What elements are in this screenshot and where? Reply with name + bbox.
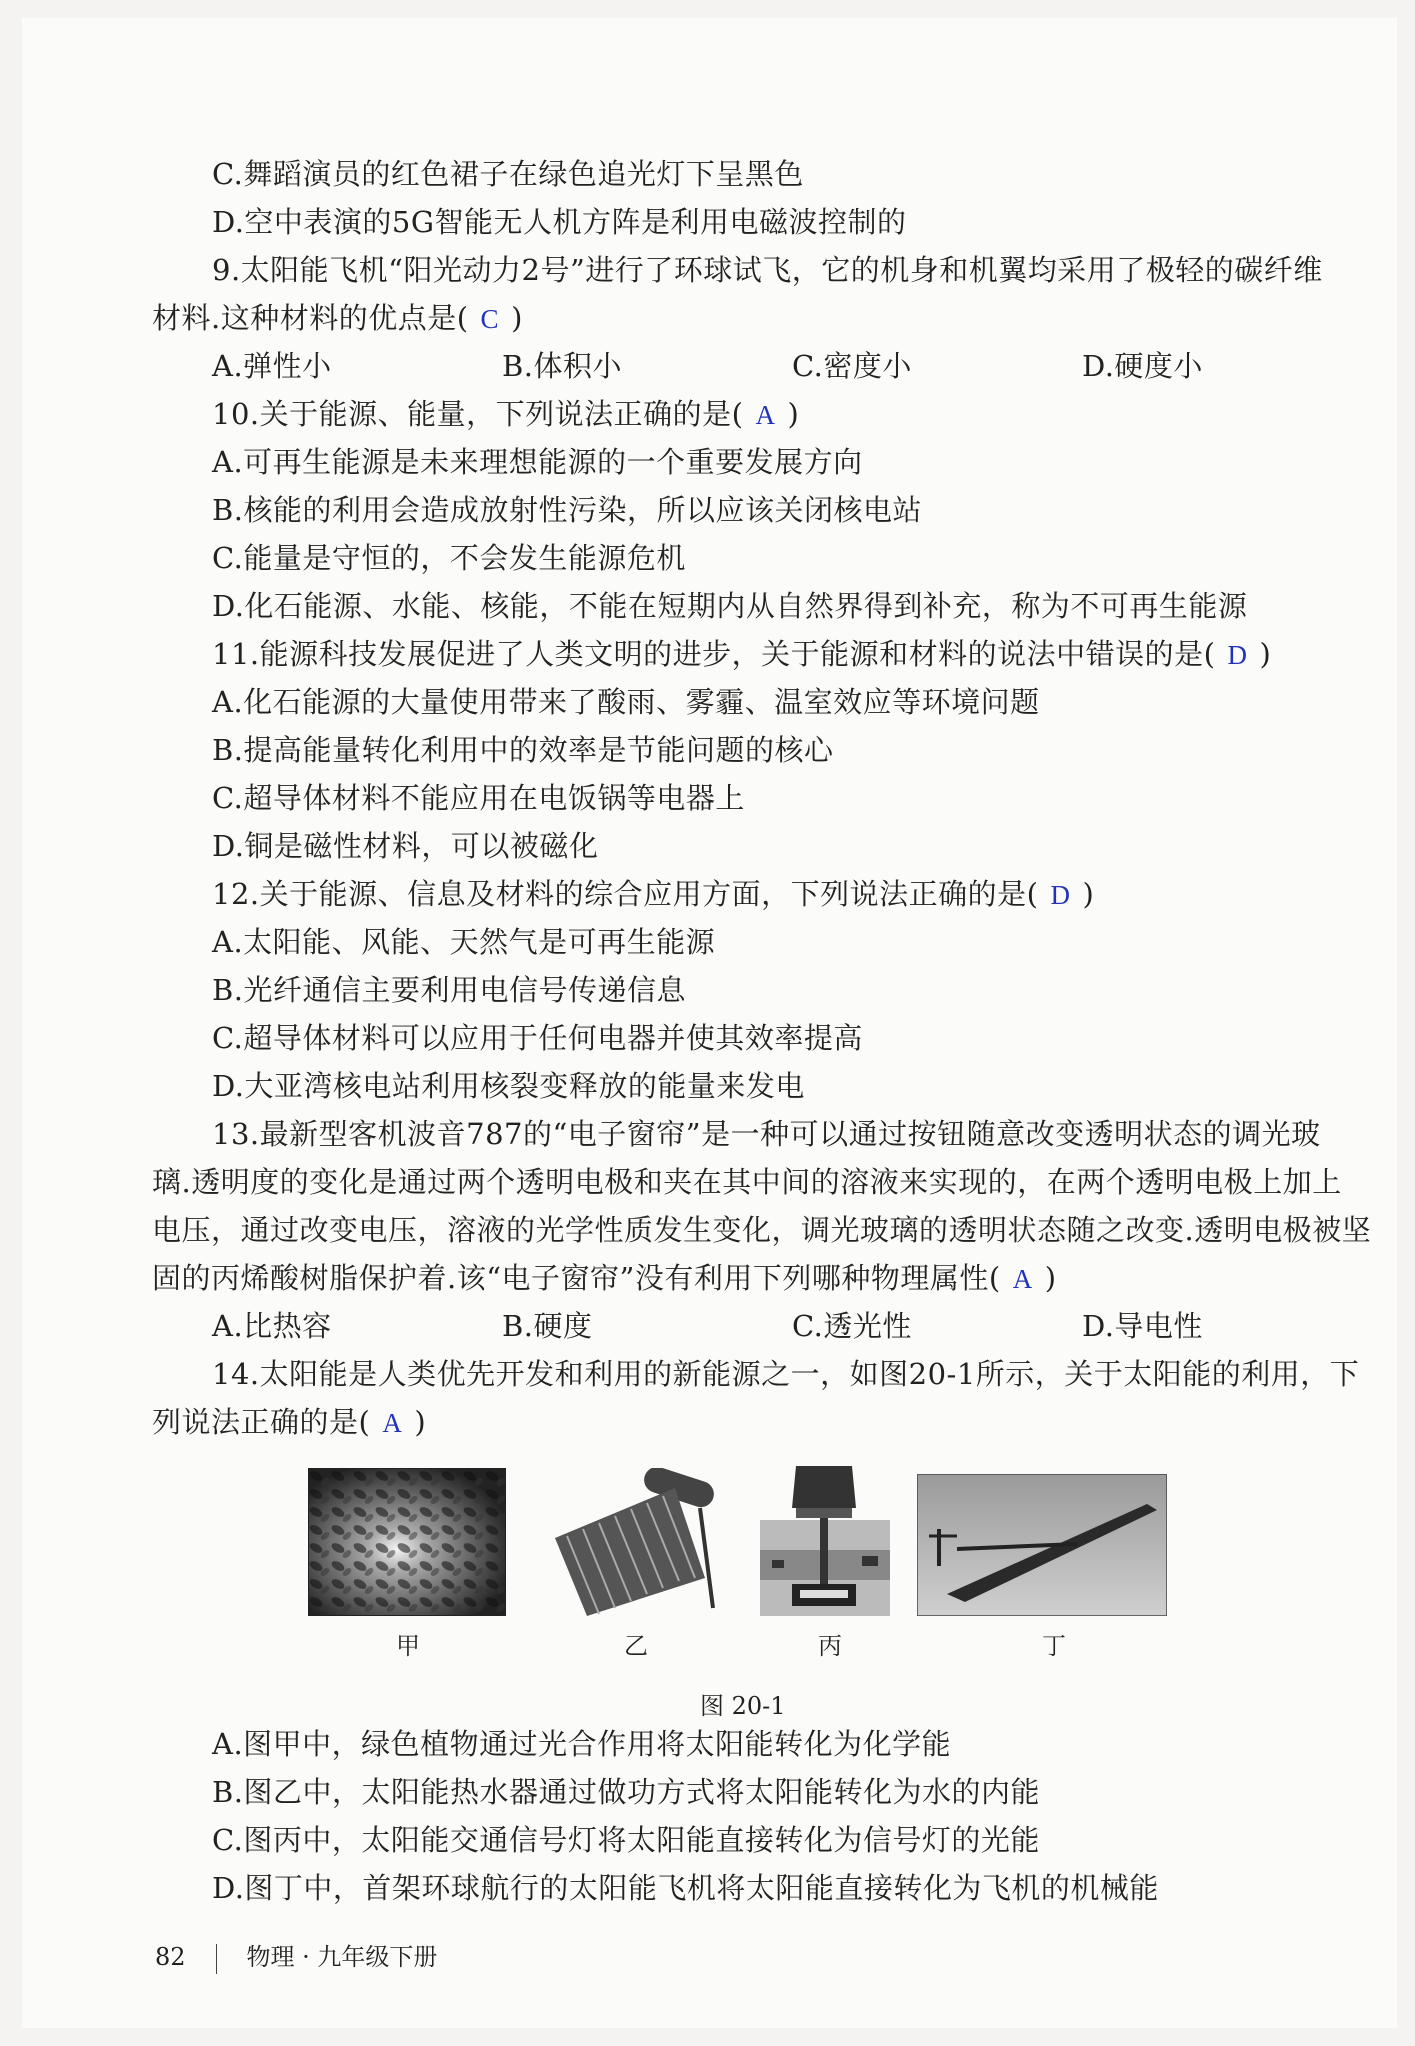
option-line: D.空中表演的5G智能无人机方阵是利用电磁波控制的 [212,205,907,239]
q13-answer: A [1012,1264,1033,1294]
page-number: 82 [155,1943,186,1971]
option: D.硬度小 [1082,349,1203,383]
option: D.铜是磁性材料，可以被磁化 [212,829,599,863]
option: C.图丙中，太阳能交通信号灯将太阳能直接转化为信号灯的光能 [212,1823,1040,1857]
q13-stem-cont: 璃.透明度的变化是通过两个透明电极和夹在其中间的溶液来实现的，在两个透明电极上加上 [152,1165,1342,1199]
option: D.图丁中，首架环球航行的太阳能飞机将太阳能直接转化为飞机的机械能 [212,1871,1159,1905]
q14-stem-cont: 列说法正确的是( A ) [152,1405,427,1439]
option: D.化石能源、水能、核能，不能在短期内从自然界得到补充，称为不可再生能源 [212,589,1248,623]
option: B.光纤通信主要利用电信号传递信息 [212,973,687,1007]
option: C.能量是守恒的，不会发生能源危机 [212,541,686,575]
q9-stem-cont: 材料.这种材料的优点是( C ) [152,301,523,335]
q12-stem: 12.关于能源、信息及材料的综合应用方面，下列说法正确的是( D ) [212,877,1095,911]
q10-answer: A [755,400,776,430]
figure-label: 甲 [396,1632,420,1660]
figure-jia-photo [308,1468,506,1616]
option: B.体积小 [502,349,623,383]
footer-divider [216,1944,217,1974]
figure-row [0,1468,1415,1668]
figure-label: 丙 [818,1632,842,1660]
option: A.弹性小 [212,349,332,383]
option: C.密度小 [792,349,912,383]
page-footer [155,1937,437,1974]
q12-answer: D [1050,880,1071,910]
option: C.超导体材料不能应用在电饭锅等电器上 [212,781,745,815]
figure-bing-traffic-light [752,1460,896,1616]
figure-label: 乙 [624,1632,648,1660]
option: B.提高能量转化利用中的效率是节能问题的核心 [212,733,834,767]
option: C.超导体材料可以应用于任何电器并使其效率提高 [212,1021,863,1055]
q11-answer: D [1227,640,1248,670]
q11-stem: 11.能源科技发展促进了人类文明的进步，关于能源和材料的说法中错误的是( D ) [212,637,1272,671]
option: D.大亚湾核电站利用核裂变释放的能量来发电 [212,1069,805,1103]
figure-yi-solar-heater [535,1468,725,1616]
option: B.硬度 [502,1309,593,1343]
q9-stem: 9.太阳能飞机“阳光动力2号”进行了环球试飞，它的机身和机翼均采用了极轻的碳纤维 [212,253,1323,287]
option: B.核能的利用会造成放射性污染，所以应该关闭核电站 [212,493,923,527]
q14-answer: A [382,1408,403,1438]
option: B.图乙中，太阳能热水器通过做功方式将太阳能转化为水的内能 [212,1775,1041,1809]
option: D.导电性 [1082,1309,1203,1343]
option: A.比热容 [212,1309,332,1343]
q13-stem-cont: 固的丙烯酸树脂保护着.该“电子窗帘”没有利用下列哪种物理属性( A ) [152,1261,1057,1295]
q14-stem: 14.太阳能是人类优先开发和利用的新能源之一，如图20-1所示，关于太阳能的利用，下 [212,1357,1360,1391]
q9-answer: C [480,304,500,334]
option: A.太阳能、风能、天然气是可再生能源 [212,925,716,959]
q13-stem: 13.最新型客机波音787的“电子窗帘”是一种可以通过按钮随意改变透明状态的调光玻 [212,1117,1321,1151]
book-title: 物理 · 九年级下册 [246,1943,438,1971]
option: A.图甲中，绿色植物通过光合作用将太阳能转化为化学能 [212,1727,952,1761]
figure-caption: 图 20-1 [700,1692,786,1720]
option: A.可再生能源是未来理想能源的一个重要发展方向 [212,445,863,479]
figure-ding-solar-plane [917,1474,1167,1616]
option: C.透光性 [792,1309,912,1343]
option-line: C.舞蹈演员的红色裙子在绿色追光灯下呈黑色 [212,157,804,191]
q10-stem: 10.关于能源、能量，下列说法正确的是( A ) [212,397,800,431]
option: A.化石能源的大量使用带来了酸雨、雾霾、温室效应等环境问题 [212,685,1040,719]
q13-stem-cont: 电压，通过改变电压，溶液的光学性质发生变化，调光玻璃的透明状态随之改变.透明电极被坚 [152,1213,1372,1247]
figure-label: 丁 [1042,1632,1066,1660]
